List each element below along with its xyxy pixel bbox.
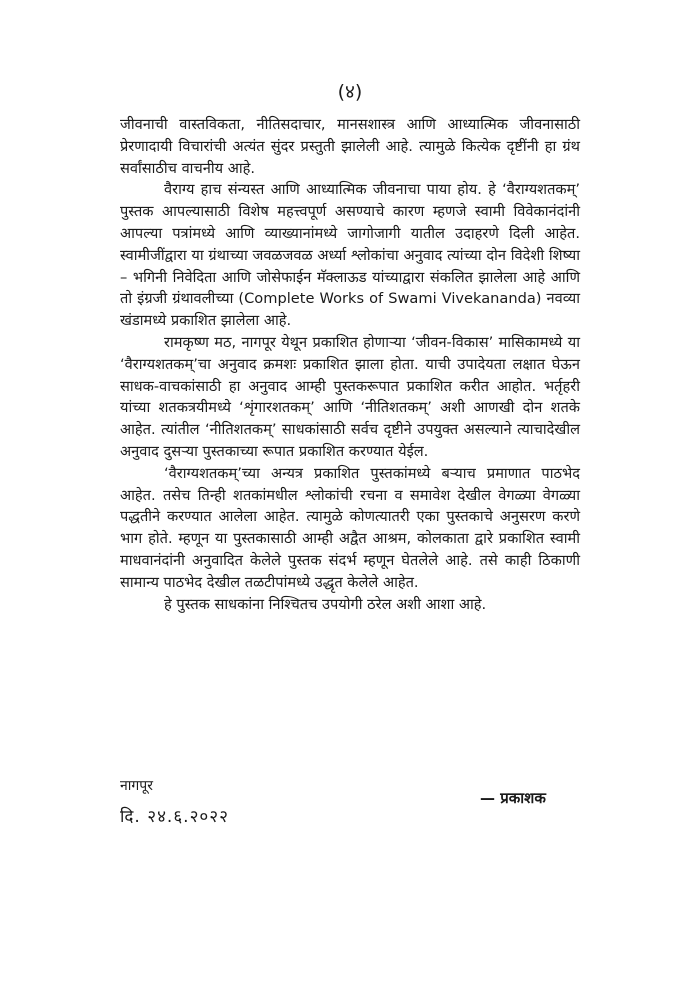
date-label: दि. २४.६.२०२२ <box>120 807 229 827</box>
paragraph-5: हे पुस्तक साधकांना निश्चितच उपयोगी ठरेल अशी आशा आहे. <box>164 595 487 613</box>
paragraph-2: वैराग्य हाच संन्यस्त आणि आध्यात्मिक जीवनाचा पाया होय. हे ‘वैराग्यशतकम्’ पुस्तक आपल्यासाठी विशेष महत्त्वपूर्ण असण्याचे कारण म्हणजे स्वामी विवेकानंदांनी आपल्या पत्रांमध्ये आणि व्याख्यानांमध्ये जागोजागी यातील उदाहरणे दिली आहेत. स्वामीजींद्वारा या ग्रंथाच्या जवळजवळ अर्ध्या श्लोकांचा अनुवाद त्यांच्या दोन विदेशी शिष्या – भगिनी निवेदिता आणि जोसेफाईन मॅक्लाऊड यांच्याद्वारा संकलित झालेला आहे आणि तो इंग्रजी ग्रंथावलीच्या (Complete Works of Swami Vivekananda) नवव्या खंडामध्ये प्रकाशित झालेला आहे. <box>120 181 580 330</box>
page-number: (४) <box>337 81 363 103</box>
body-text <box>120 114 580 615</box>
paragraph-3: रामकृष्ण मठ, नागपूर येथून प्रकाशित होणाऱ्या ‘जीवन-विकास’ मासिकामध्ये या ‘वैराग्यशतकम्’चा अनुवाद क्रमशः प्रकाशित झाला होता. याची उपादेयता लक्षात घेऊन साधक-वाचकांसाठी हा अनुवाद आम्ही पुस्तकरूपात प्रकाशित करीत आहोत. भर्तृहरी यांच्या शतकत्रयीमध्ये ‘शृंगारशतकम्’ आणि ‘नीतिशतकम्’ अशी आणखी दोन शतके आहेत. त्यांतील ‘नीतिशतकम्’ साधकांसाठी सर्वच दृष्टीने उपयुक्त असल्याने त्याचादेखील अनुवाद दुसऱ्या पुस्तकाच्या रूपात प्रकाशित करण्यात येईल. <box>120 333 580 460</box>
paragraph-4: ‘वैराग्यशतकम्’च्या अन्यत्र प्रकाशित पुस्तकांमध्ये बऱ्याच प्रमाणात पाठभेद आहेत. तसेच तिन्ही शतकांमधील श्लोकांची रचना व समावेश देखील वेगळ्या वेगळ्या पद्धतीने करण्यात आलेला आहेत. त्यामुळे कोणत्यातरी एका पुस्तकाचे अनुसरण करणे भाग होते. म्हणून या पुस्तकासाठी आम्ही अद्वैत आश्रम, कोलकाता द्वारे प्रकाशित स्वामी माधवानंदांनी अनुवादित केलेले पुस्तक संदर्भ म्हणून घेतलेले आहे. तसे काही ठिकाणी सामान्य पाठभेद देखील तळटीपांमध्ये उद्धृत केलेले आहेत. <box>120 464 580 591</box>
publisher-signature: — प्रकाशक <box>480 789 546 807</box>
paragraph-1: जीवनाची वास्तविकता, नीतिसदाचार, मानसशास्त्र आणि आध्यात्मिक जीवनासाठी प्रेरणादायी विचारांची अत्यंत सुंदर प्रस्तुती झालेली आहे. त्यामुळे कित्येक दृष्टींनी हा ग्रंथ सर्वांसाठीच वाचनीय आहे. <box>120 116 580 177</box>
place-label: नागपूर <box>120 778 153 794</box>
